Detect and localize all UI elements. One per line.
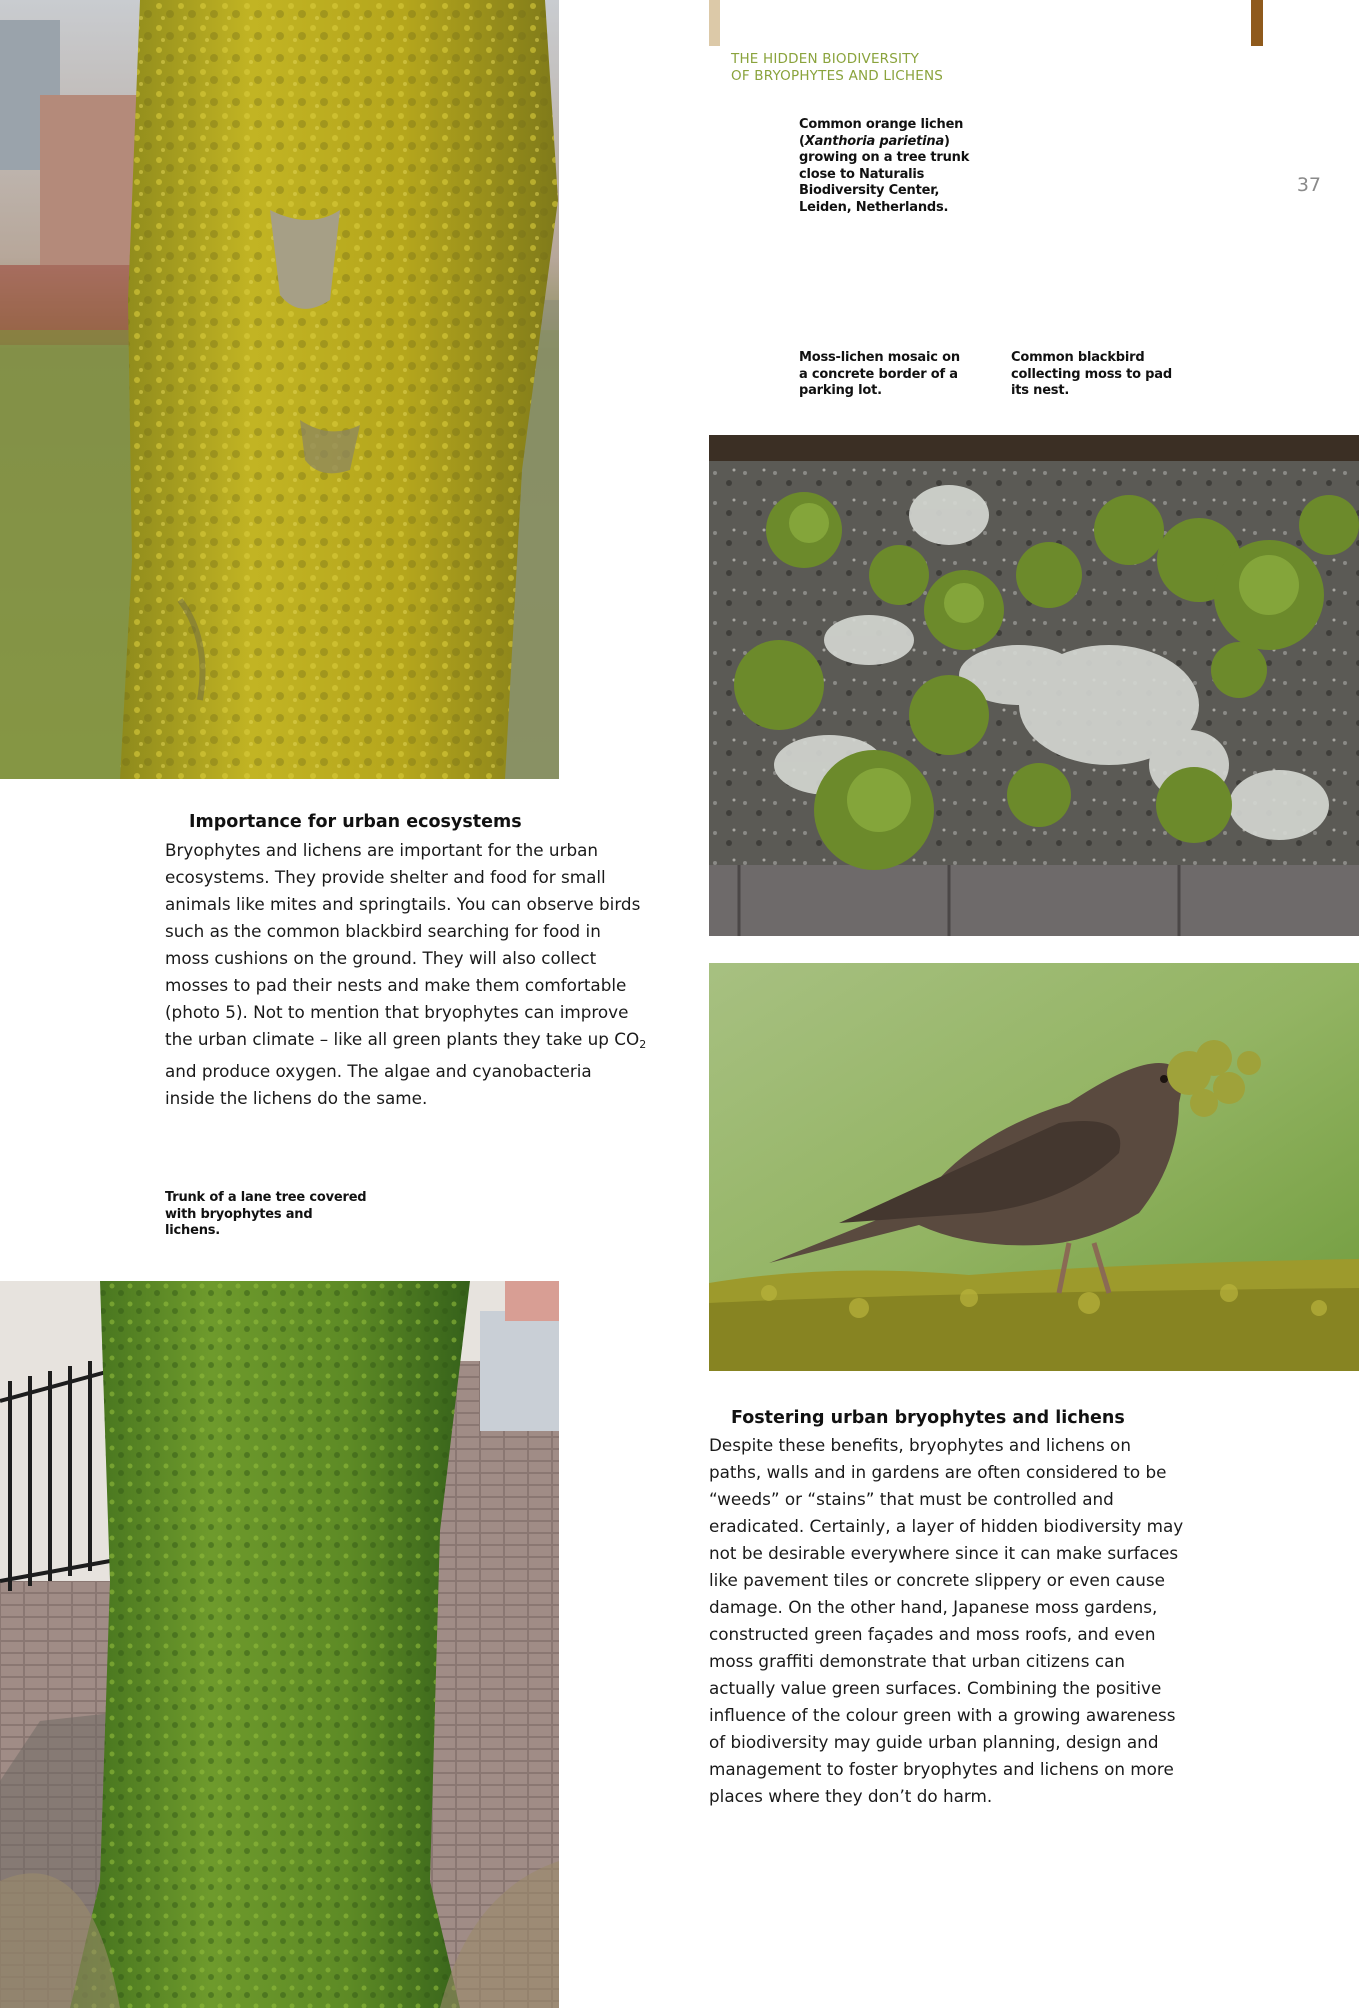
body-line: management to foster bryophytes and lichens on more <box>709 1759 1174 1779</box>
caption-lane-tree-line-2: with bryophytes and <box>165 1206 313 1222</box>
body-line: eradicated. Certainly, a layer of hidden biodiversity may <box>709 1516 1184 1536</box>
photo-blackbird <box>709 963 1359 1371</box>
body-line: moss cushions on the ground. They will also collect <box>165 948 597 968</box>
caption-species-name: Xanthoria parietina <box>804 133 945 149</box>
top-tab-dark <box>1251 0 1263 46</box>
body-line: influence of the colour green with a growing awareness <box>709 1705 1176 1725</box>
running-head-line-1: THE HIDDEN BIODIVERSITY <box>731 51 920 67</box>
co2-subscript: 2 <box>639 1038 647 1051</box>
caption-orange-lichen-line-2 <box>799 134 999 151</box>
caption-lane-tree-line-1: Trunk of a lane tree covered <box>165 1190 367 1205</box>
body-line: inside the lichens do the same. <box>165 1088 428 1108</box>
caption-moss-lichen-mosaic <box>799 350 999 400</box>
caption-paren-open: ( <box>799 133 805 149</box>
caption-mosaic-line-3: parking lot. <box>799 383 882 399</box>
body-urban-ecosystems <box>165 837 685 1112</box>
body-line: ecosystems. They provide shelter and food for small <box>165 867 606 887</box>
caption-lane-tree-line-3: lichens. <box>165 1223 221 1239</box>
body-line: (photo 5). Not to mention that bryophytes can improve <box>165 1002 629 1022</box>
caption-mosaic-line-1: Moss-lichen mosaic on <box>799 350 960 365</box>
caption-orange-lichen-line-5: Biodiversity Center, <box>799 183 940 199</box>
body-line: mosses to pad their nests and make them comfortable <box>165 975 627 995</box>
top-tab-light <box>709 0 720 46</box>
body-line: animals like mites and springtails. You can observe birds <box>165 894 641 914</box>
body-line: Despite these benefits, bryophytes and lichens on <box>709 1435 1131 1455</box>
caption-blackbird-line-1: Common blackbird <box>1011 350 1145 365</box>
caption-orange-lichen-line-3: growing on a tree trunk <box>799 150 970 166</box>
body-line: “weeds” or “stains” that must be controlled and <box>709 1489 1114 1509</box>
page-number: 37 <box>1296 174 1321 196</box>
body-line: like pavement tiles or concrete slippery or even cause <box>709 1570 1165 1590</box>
body-line: damage. On the other hand, Japanese moss gardens, <box>709 1597 1158 1617</box>
caption-paren-close: ) <box>944 133 950 149</box>
body-line: of biodiversity may guide urban planning, design and <box>709 1732 1159 1752</box>
caption-lane-tree <box>165 1190 385 1240</box>
body-line: constructed green façades and moss roofs, and even <box>709 1624 1156 1644</box>
photo-orange-lichen-trunk <box>0 0 559 779</box>
body-line: places where they don’t do harm. <box>709 1786 993 1806</box>
photo-lane-tree-trunk <box>0 1281 559 2008</box>
caption-blackbird-line-3: its nest. <box>1011 383 1070 399</box>
running-head <box>731 51 1131 85</box>
running-head-line-2: OF BRYOPHYTES AND LICHENS <box>731 68 944 84</box>
caption-blackbird-line-2: collecting moss to pad <box>1011 366 1172 382</box>
heading-urban-ecosystems: Importance for urban ecosystems <box>189 812 522 832</box>
co2-text: the urban climate – like all green plants they take up CO <box>165 1029 640 1049</box>
body-line: not be desirable everywhere since it can make surfaces <box>709 1543 1179 1563</box>
heading-fostering: Fostering urban bryophytes and lichens <box>731 1408 1125 1428</box>
caption-orange-lichen-line-4: close to Naturalis <box>799 166 925 182</box>
caption-blackbird <box>1011 350 1211 400</box>
body-line: moss graffiti demonstrate that urban citizens can <box>709 1651 1126 1671</box>
body-line: actually value green surfaces. Combining the positive <box>709 1678 1162 1698</box>
caption-orange-lichen-line-1: Common orange lichen <box>799 117 964 132</box>
caption-mosaic-line-2: a concrete border of a <box>799 366 958 382</box>
body-line-co2 <box>165 1026 685 1058</box>
body-line: Bryophytes and lichens are important for the urban <box>165 840 599 860</box>
body-fostering <box>709 1432 1329 1810</box>
caption-orange-lichen-line-6: Leiden, Netherlands. <box>799 199 949 215</box>
caption-orange-lichen <box>799 117 999 217</box>
body-line: paths, walls and in gardens are often considered to be <box>709 1462 1167 1482</box>
body-line: such as the common blackbird searching for food in <box>165 921 601 941</box>
body-line: and produce oxygen. The algae and cyanobacteria <box>165 1061 592 1081</box>
photo-moss-lichen-mosaic <box>709 435 1359 936</box>
